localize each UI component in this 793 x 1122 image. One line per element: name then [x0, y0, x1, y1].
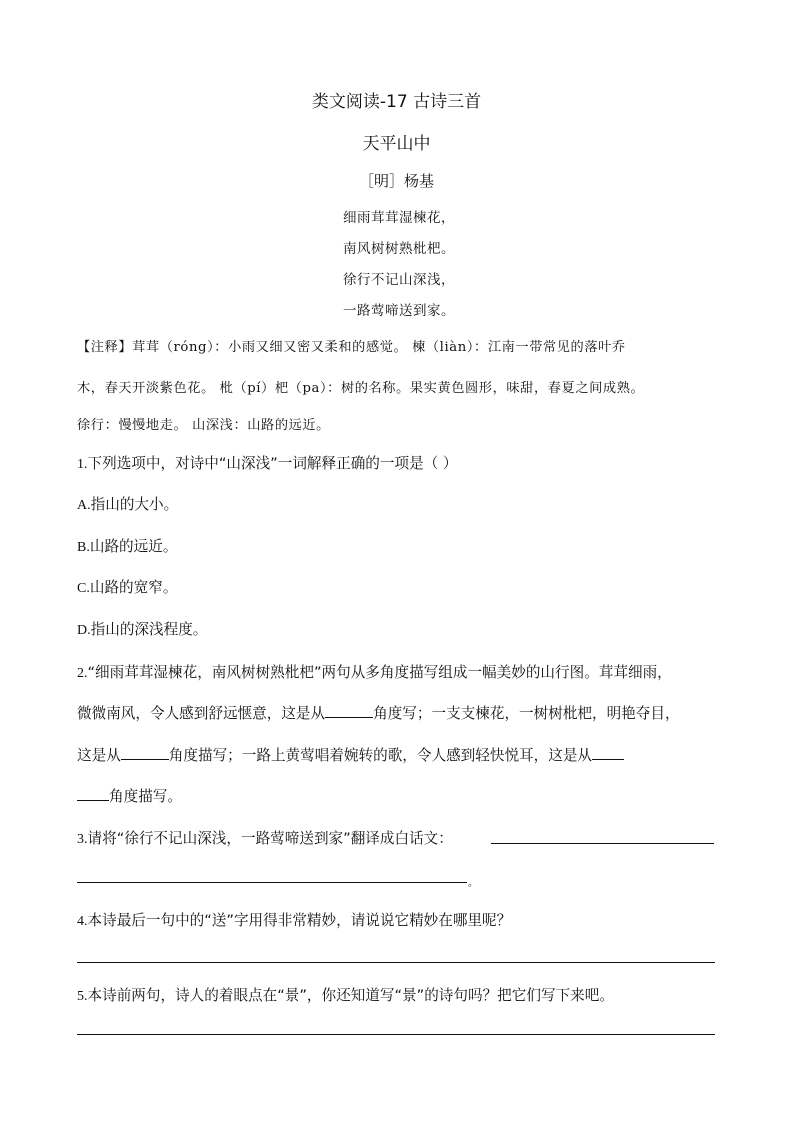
question-3-text	[77, 827, 453, 848]
answer-line-4[interactable]	[77, 962, 715, 963]
page-title: 类文阅读-17 古诗三首	[311, 92, 482, 112]
option-text: 山路的远近。	[89, 538, 178, 555]
question-prompt: 请将“徐行不记山深浅，一路莺啼送到家”翻译成白话文：	[87, 830, 453, 847]
fill-blank-1[interactable]	[325, 703, 373, 718]
poem-line: 一路莺啼送到家。	[343, 303, 455, 319]
question-number: 3.	[77, 832, 88, 847]
answer-line-3a[interactable]	[491, 843, 714, 844]
question-prompt: 本诗前两句，诗人的着眼点在“景”，你还知道写“景”的诗句吗？把它们写下来吧。	[87, 987, 614, 1004]
poem-line: 细雨茸茸湿楝花，	[343, 210, 455, 226]
question-prompt: “细雨茸茸湿楝花，南风树树熟枇杷”两句从多角度描写组成一幅美妙的山行图。茸茸细雨，	[87, 664, 672, 681]
prompt-text: 角度描写；一路上黄莺唱着婉转的歌，令人感到轻快悦耳，这是从	[168, 747, 593, 764]
question-1-text	[77, 452, 458, 473]
poem-title: 天平山中	[362, 134, 431, 154]
prompt-text: 这是从	[77, 747, 121, 764]
period-mark: 。	[468, 878, 478, 889]
question-number: 2.	[77, 666, 88, 681]
question-number: 4.	[77, 914, 88, 929]
fill-blank-3b[interactable]	[77, 786, 109, 801]
option-letter: B.	[77, 540, 90, 555]
option-text: 山路的宽窄。	[89, 579, 178, 596]
poem-line: 徐行不记山深浅，	[343, 272, 455, 288]
option-letter: D.	[77, 623, 91, 638]
option-letter: C.	[77, 581, 90, 596]
poem-author: ［明］杨基	[358, 172, 434, 190]
prompt-text: 微微南风，令人感到舒远惬意，这是从	[77, 705, 326, 722]
option-text: 指山的深浅程度。	[90, 621, 208, 638]
question-2-line	[77, 661, 672, 682]
poem-line: 南风树树熟枇杷。	[343, 241, 455, 257]
question-prompt: 本诗最后一句中的“送”字用得非常精妙，请说说它精妙在哪里呢？	[87, 912, 512, 929]
question-number: 5.	[77, 989, 88, 1004]
option-a[interactable]	[77, 493, 178, 514]
answer-line-3b[interactable]	[77, 882, 467, 883]
question-2-line	[77, 744, 624, 765]
option-c[interactable]	[77, 576, 177, 597]
option-b[interactable]	[77, 535, 177, 556]
option-text: 指山的大小。	[90, 496, 179, 513]
question-5-text	[77, 984, 614, 1005]
prompt-text: 角度描写。	[109, 788, 182, 805]
question-4-text	[77, 909, 511, 930]
option-letter: A.	[77, 498, 91, 513]
question-2-line	[77, 785, 182, 806]
option-d[interactable]	[77, 618, 207, 639]
fill-blank-3a[interactable]	[592, 745, 624, 760]
note-line: 徐行：慢慢地走。 山深浅：山路的远近。	[77, 418, 330, 433]
answer-line-5[interactable]	[77, 1034, 715, 1035]
question-2-line	[77, 702, 680, 723]
question-number: 1.	[77, 457, 88, 472]
note-line: 木，春天开淡紫色花。 枇（pí）杷（pa）：树的名称。果实黄色圆形，味甜，春夏之间成熟。	[77, 381, 645, 396]
note-line: 【注释】茸茸（róng）：小雨又细又密又柔和的感觉。 楝（liàn）：江南一带常见的落叶乔	[77, 340, 626, 355]
question-prompt: 下列选项中，对诗中“山深浅”一词解释正确的一项是（ ）	[87, 455, 458, 472]
prompt-text: 角度写；一支支楝花，一树树枇杷，明艳夺目，	[373, 705, 680, 722]
fill-blank-2[interactable]	[121, 745, 169, 760]
